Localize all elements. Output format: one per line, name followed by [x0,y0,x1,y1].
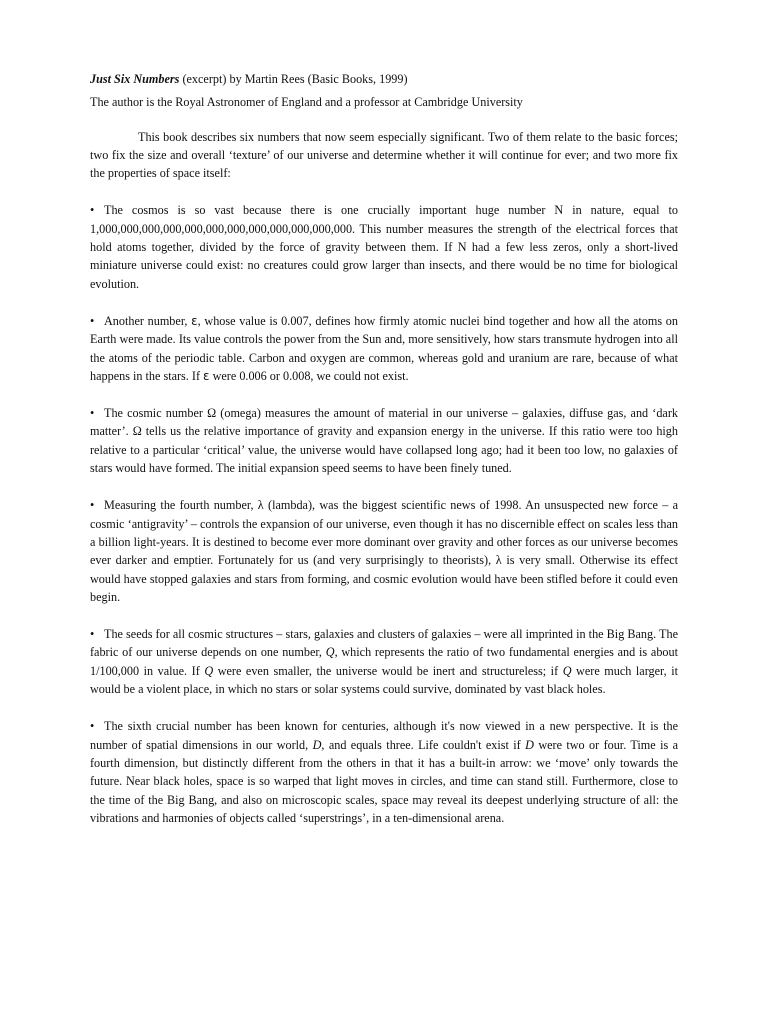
bullet-text: were much larger, it would be a violent place, in which no stars or solar systems could survive, dominated by vast black holes. [90,663,678,697]
bullet-text: The seeds for all cosmic structures – stars, galaxies and clusters of galaxies – were all imprinted in the Big Bang. The fabric of our universe depends on one number, [90,627,678,660]
book-title: Just Six Numbers [90,72,180,86]
q-variable: Q [325,645,335,660]
bullet-text: The sixth crucial number has been known for centuries, although it's now viewed in a new perspective. It is the number of spatial dimensions in our world, [90,719,678,752]
bullet-paragraph-omega [90,404,678,477]
d-variable: D [525,737,534,752]
bullet-paragraph-lambda [90,496,678,606]
intro-paragraph: This book describes six numbers that now seem especially significant. Two of them relate to the basic forces; two fix the size and overall ‘texture’ of our universe and determine whether it will continue for ever; and two more fix the properties of space itself: [90,129,678,181]
bullet-text: The cosmic number Ω (omega) measures the amount of material in our universe – galaxies, diffuse gas, and ‘dark matter’. Ω tells us the relative importance of gravity and expansion energy in the universe. If this ratio were too high relative to a particular ‘critical’ value, the universe would have collapsed long ago; had it been too low, no galaxies of stars would have formed. The initial expansion speed seems to have been finely tuned. [90,406,678,476]
bullet-text: Measuring the fourth number, λ (lambda), was the biggest scientific news of 1998. An unsuspected new force – a cosmic ‘antigravity’ – controls the expansion of our universe, even though it has no discernible effect on scales less than a billion light-years. It is destined to become ever more dominant over gravity and other forces as our universe becomes ever darker and emptier. Fortunately for us (and very surprisingly to theorists), λ is very small. Otherwise its effect would have stopped galaxies and stars from forming, and cosmic evolution would have been stifled before it could even begin. [90,498,678,604]
bullet-text: were two or four. Time is a fourth dimension, but distinctly different from the others in that it has a built-in arrow: we ‘move’ only towards the future. Near black holes, space is so warped that light moves in circles, and time can stand still. Furthermore, close to the time of the Big Bang, and also on microscopic scales, space may reveal its deepest underlying structure of all: the vibrations and harmonies of objects called ‘superstrings’, in a ten-dimensional arena. [90,737,678,825]
bullet-icon: • [90,406,95,421]
bullet-icon: • [90,627,95,642]
q-variable: Q [562,663,572,678]
bullet-text: were even smaller, the universe would be inert and structureless; if [213,663,563,678]
epsilon-symbol: ε [203,368,210,383]
bullet-paragraph-epsilon [90,312,678,385]
bullet-paragraph-n [90,201,678,292]
book-citation: (excerpt) by Martin Rees (Basic Books, 1999) [179,72,408,86]
bullet-paragraph-q [90,625,678,698]
bullet-text: The cosmos is so vast because there is one crucially important huge number N in nature, equal to 1,000,000,000,000,000,000,000,000,000,000,000,000. This number measures the strength of the electrical forces that hold atoms together, divided by the force of gravity between them. If N had a few less zeros, only a short-lived miniature universe could exist: no creatures could grow larger than insects, and there would be no time for biological evolution. [90,203,678,291]
bullet-icon: • [90,313,95,328]
bullet-icon: • [90,498,95,513]
bullet-text: , whose value is 0.007, defines how firmly atomic nuclei bind together and how all the atoms on Earth were made. Its value controls the power from the Sun and, more sensitively, how stars transmute hydrogen into all the atoms of the periodic table. Carbon and oxygen are common, whereas gold and uranium are rare, because of what happens in the stars. If [90,313,678,383]
bullet-paragraph-d [90,717,678,827]
document-page [90,70,678,827]
author-description: The author is the Royal Astronomer of England and a professor at Cambridge University [90,94,523,109]
bullet-text: , which represents the ratio of two fundamental energies and is about 1/100,000 in value. If [90,645,678,678]
q-variable: Q [204,663,214,678]
d-variable: D [312,737,322,752]
bullet-icon: • [90,203,95,218]
bullet-text: Another number, [104,313,192,328]
bullet-icon: • [90,719,95,734]
epsilon-symbol: ε [191,313,198,328]
bullet-text: were 0.006 or 0.008, we could not exist. [209,368,409,383]
document-heading [90,70,678,88]
bullet-text: , and equals three. Life couldn't exist if [321,737,526,752]
